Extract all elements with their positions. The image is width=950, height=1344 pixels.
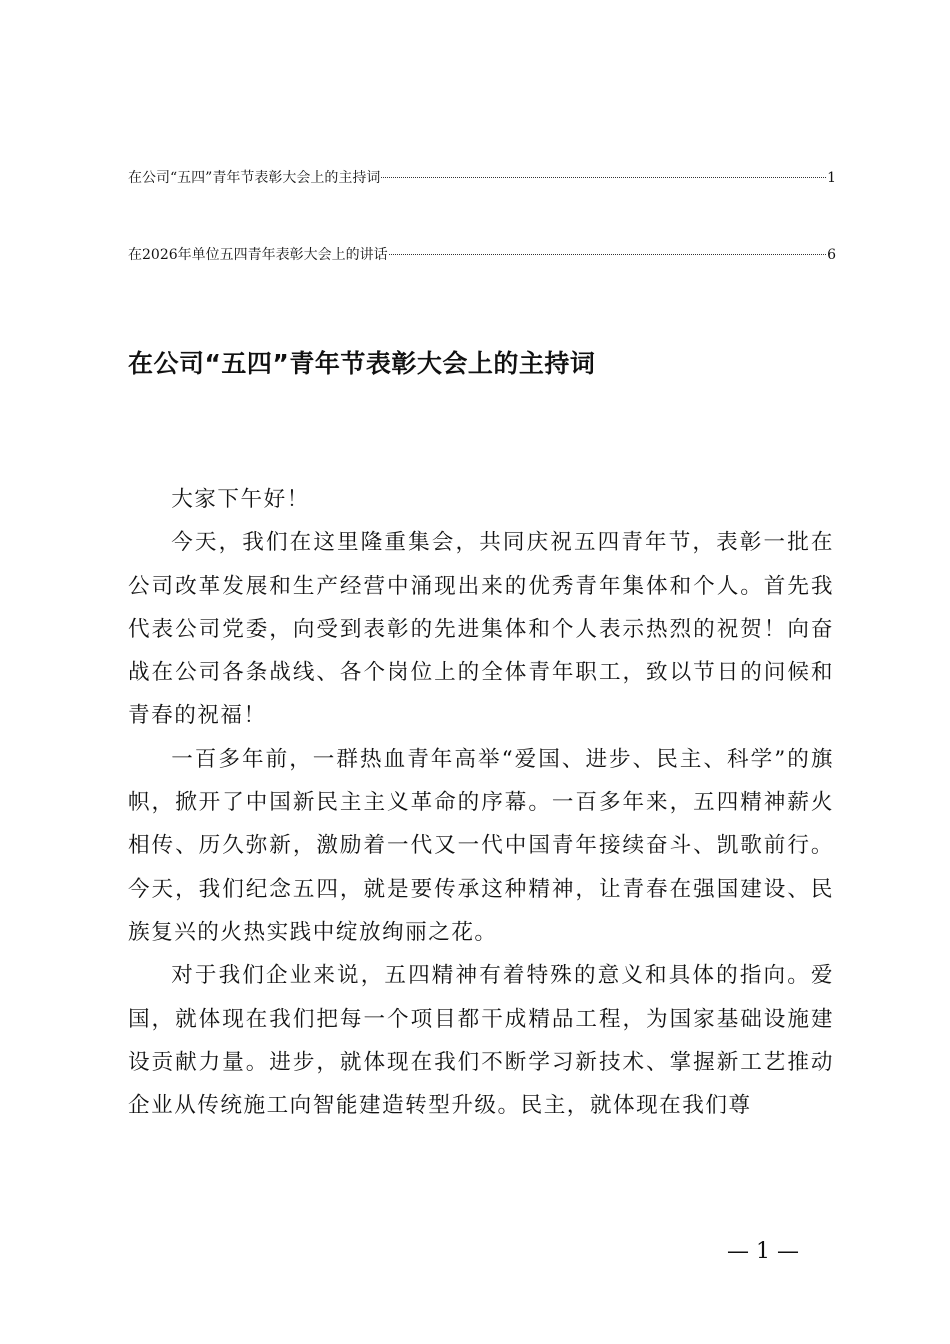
toc-entry-title[interactable]: 在2026年单位五四青年表彰大会上的讲话 [128, 247, 388, 263]
toc-entry[interactable] [128, 245, 836, 265]
document-title: 在公司“五四”青年节表彰大会上的主持词 [128, 349, 596, 378]
body-paragraph: 今天，我们在这里隆重集会，共同庆祝五四青年节，表彰一批在公司改革发展和生产经营中涌现出来的优秀青年集体和个人。首先我代表公司党委，向受到表彰的先进集体和个人表示热烈的祝贺！向奋战在公司各条战线、各个岗位上的全体青年职工，致以节日的问候和青春的祝福！ [128, 530, 834, 729]
page-number: — 1 — [727, 1239, 799, 1264]
toc-entry-title[interactable]: 在公司“五四”青年节表彰大会上的主持词 [128, 170, 381, 186]
table-of-contents [128, 168, 836, 265]
toc-entry[interactable] [128, 168, 836, 188]
document-body [128, 478, 834, 1127]
body-paragraph: 一百多年前，一群热血青年高举“爱国、进步、民主、科学”的旗帜，掀开了中国新民主主义革命的序幕。一百多年来，五四精神薪火相传、历久弥新，激励着一代又一代中国青年接续奋斗、凯歌前行。今天，我们纪念五四，就是要传承这种精神，让青春在强国建设、民族复兴的火热实践中绽放绚丽之花。 [128, 746, 834, 945]
toc-dot-leader [389, 253, 826, 255]
body-paragraph: 对于我们企业来说，五四精神有着特殊的意义和具体的指向。爱国，就体现在我们把每一个项目都干成精品工程，为国家基础设施建设贡献力量。进步，就体现在我们不断学习新技术、掌握新工艺推动企业从传统施工向智能建造转型升级。民主，就体现在我们尊 [128, 963, 834, 1119]
toc-entry-page: 6 [827, 247, 836, 263]
toc-dot-leader [381, 176, 826, 178]
body-paragraph: 大家下午好！ [171, 487, 310, 512]
toc-entry-page: 1 [827, 170, 836, 186]
